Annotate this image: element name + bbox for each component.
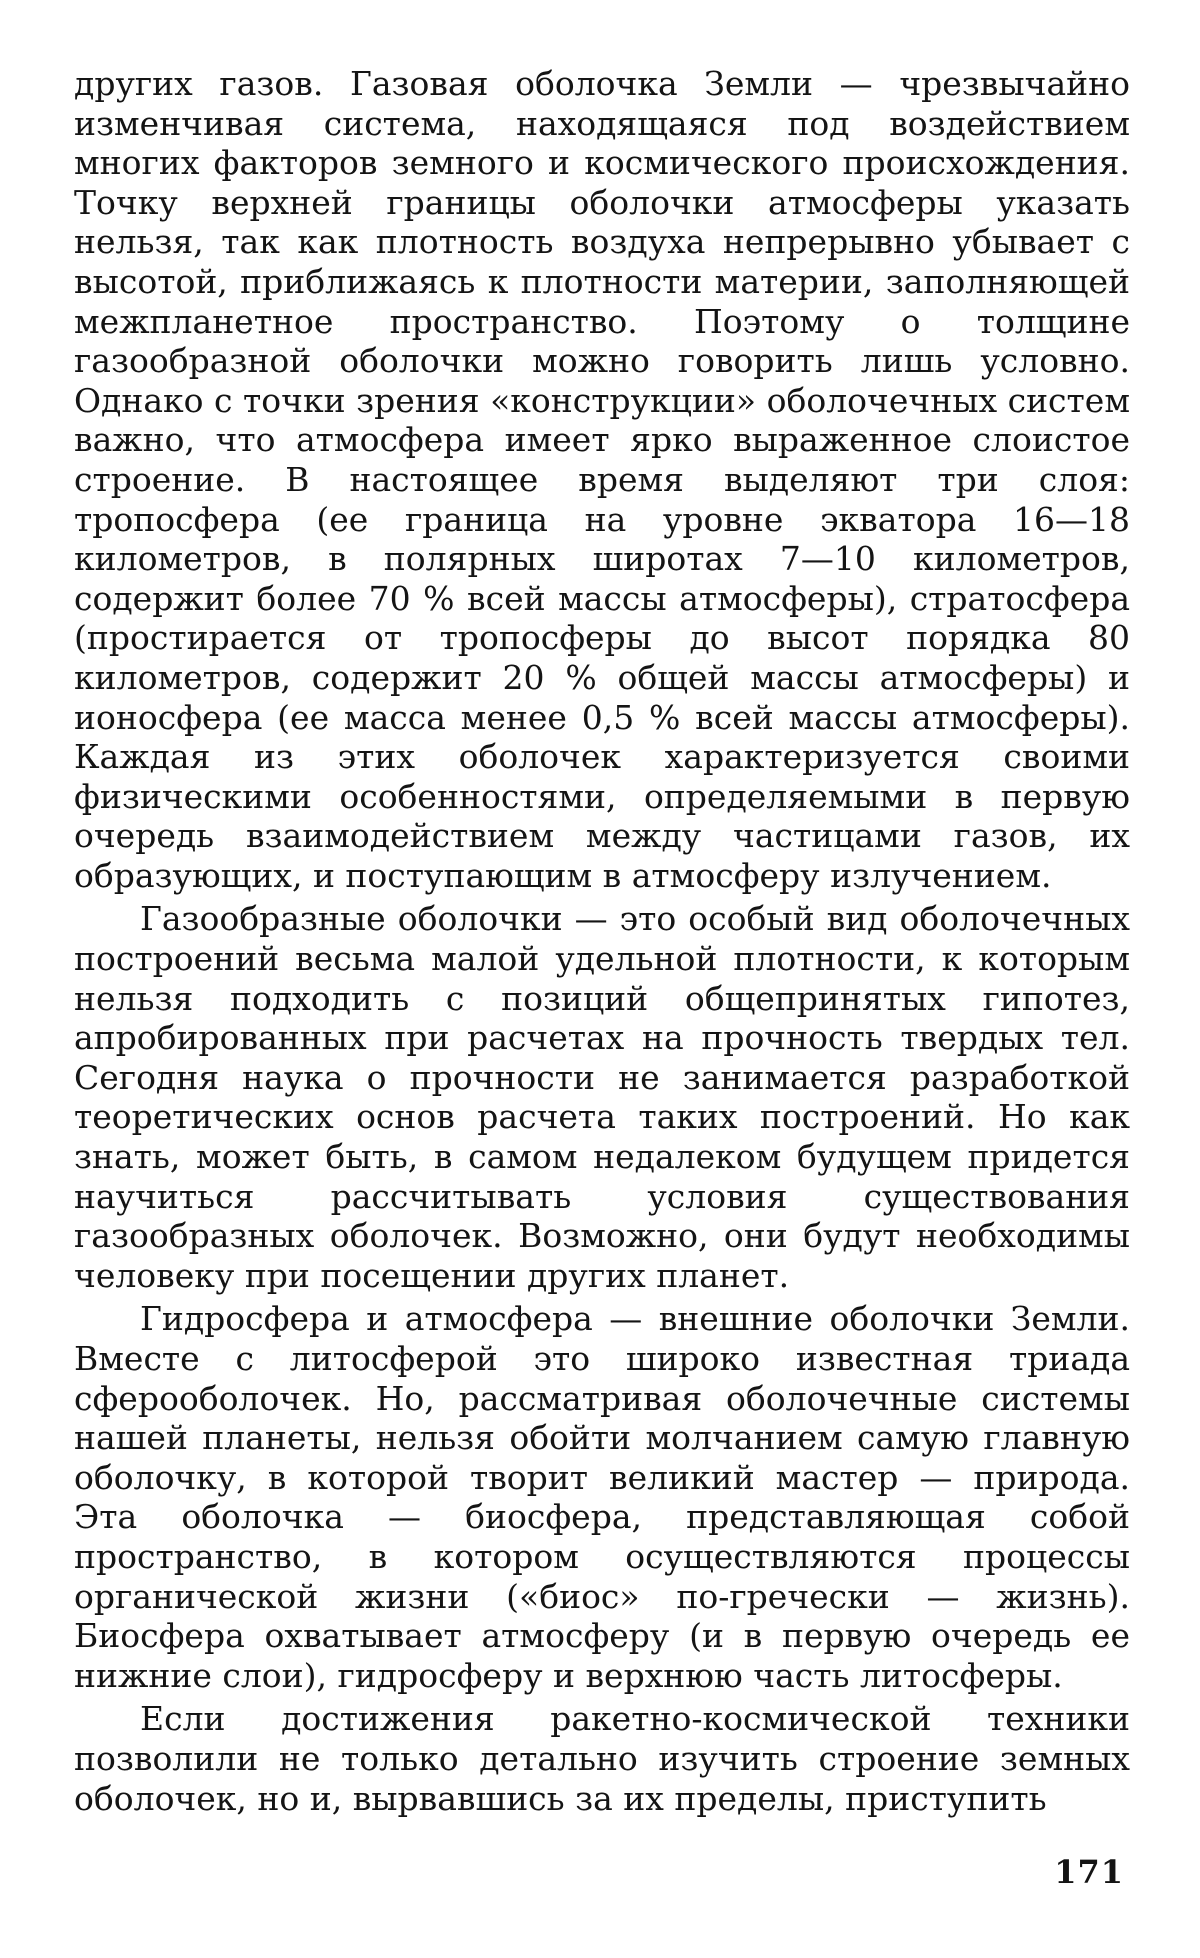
- paragraph-atmosphere-layers: других газов. Газовая оболочка Земли — чрезвычайно изменчивая система, находящаяся под воздействием многих факторов земного и космического происхождения. Точку верхней границы оболочки атмосферы указать нельзя, так как плотность воздуха непрерывно убывает с высотой, приближаясь к плотности материи, заполняющей межпланетное пространство. Поэтому о толщине газообразной оболочки можно говорить лишь условно. Однако с точки зрения «конструкции» оболочечных систем важно, что атмосфера имеет ярко выраженное слоистое строение. В настоящее время выделяют три слоя: тропосфера (ее граница на уровне экватора 16—18 километров, в полярных широтах 7—10 километров, содержит более 70 % всей массы атмосферы), стратосфера (простирается от тропосферы до высот порядка 80 километров, содержит 20 % общей массы атмосферы) и ионосфера (ее масса менее 0,5 % всей массы атмосферы). Каждая из этих оболочек характеризуется своими физическими особенностями, определяемыми в первую очередь взаимодействием между частицами газов, их образующих, и поступающим в атмосферу излучением.: [74, 64, 1130, 895]
- paragraph-biosphere: Гидросфера и атмосфера — внешние оболочки Земли. Вместе с литосферой это широко известная триада сферооболочек. Но, рассматривая оболочечные системы нашей планеты, нельзя обойти молчанием самую главную оболочку, в которой творит великий мастер — природа. Эта оболочка — биосфера, представляющая собой пространство, в котором осуществляются процессы органической жизни («биос» по-гречески — жизнь). Биосфера охватывает атмосферу (и в первую очередь ее нижние слои), гидросферу и верхнюю часть литосферы.: [74, 1299, 1130, 1695]
- page-body: [74, 64, 1130, 1818]
- paragraph-gaseous-shells: Газообразные оболочки — это особый вид оболочечных построений весьма малой удельной плотности, к которым нельзя подходить с позиций общепринятых гипотез, апробированных при расчетах на прочность твердых тел. Сегодня наука о прочности не занимается разработкой теоретических основ расчета таких построений. Но как знать, может быть, в самом недалеком будущем придется научиться рассчитывать условия существования газообразных оболочек. Возможно, они будут необходимы человеку при посещении других планет.: [74, 899, 1130, 1295]
- page-number: 171: [1054, 1853, 1124, 1891]
- paragraph-space-technology: Если достижения ракетно-космической техники позволили не только детально изучить строение земных оболочек, но и, вырвавшись за их пределы, приступить: [74, 1699, 1130, 1818]
